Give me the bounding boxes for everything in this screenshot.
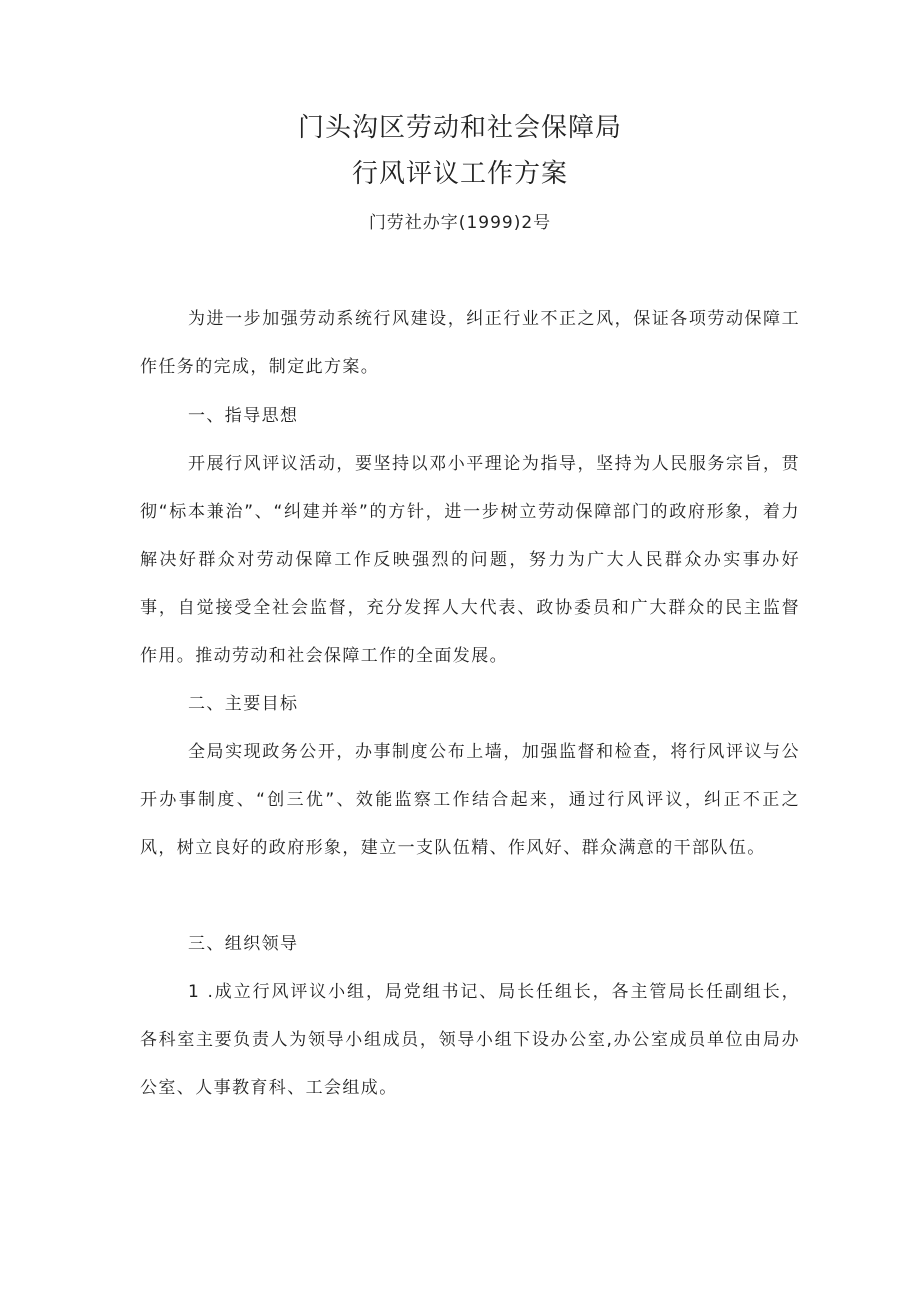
section-heading-main-goals: 二、主要目标 <box>188 694 299 714</box>
document-title-line1: 门头沟区劳动和社会保障局 <box>297 113 622 143</box>
section-body-guiding-thought: 开展行风评议活动，要坚持以邓小平理论为指导，坚持为人民服务宗旨，贯彻“标本兼治”、“纠建并举”的方针，进一步树立劳动保障部门的政府形象，着力解决好群众对劳动保障工作反映强烈的问题，努力为广大人民群众办实事办好事，自觉接受全社会监督，充分发挥人大代表、政协委员和广大群众的民主监督作用。推动劳动和社会保障工作的全面发展。 <box>140 454 800 666</box>
section-body-organization: 1 .成立行风评议小组，局党组书记、局长任组长，各主管局长任副组长，各科室主要负责人为领导小组成员，领导小组下设办公室,办公室成员单位由局办公室、人事教育科、工会组成。 <box>140 982 800 1098</box>
section-heading-organization: 三、组织领导 <box>188 934 299 954</box>
intro-paragraph: 为进一步加强劳动系统行风建设，纠正行业不正之风，保证各项劳动保障工作任务的完成，制定此方案。 <box>140 309 800 377</box>
document-number: 门劳社办字(1999)2号 <box>368 213 552 233</box>
section-heading-guiding-thought: 一、指导思想 <box>188 406 299 426</box>
document-title-line2: 行风评议工作方案 <box>351 159 568 189</box>
section-body-main-goals: 全局实现政务公开，办事制度公布上墙，加强监督和检查，将行风评议与公开办事制度、“创三优”、效能监察工作结合起来，通过行风评议，纠正不正之风，树立良好的政府形象，建立一支队伍精、作风好、群众满意的干部队伍。 <box>140 742 800 858</box>
